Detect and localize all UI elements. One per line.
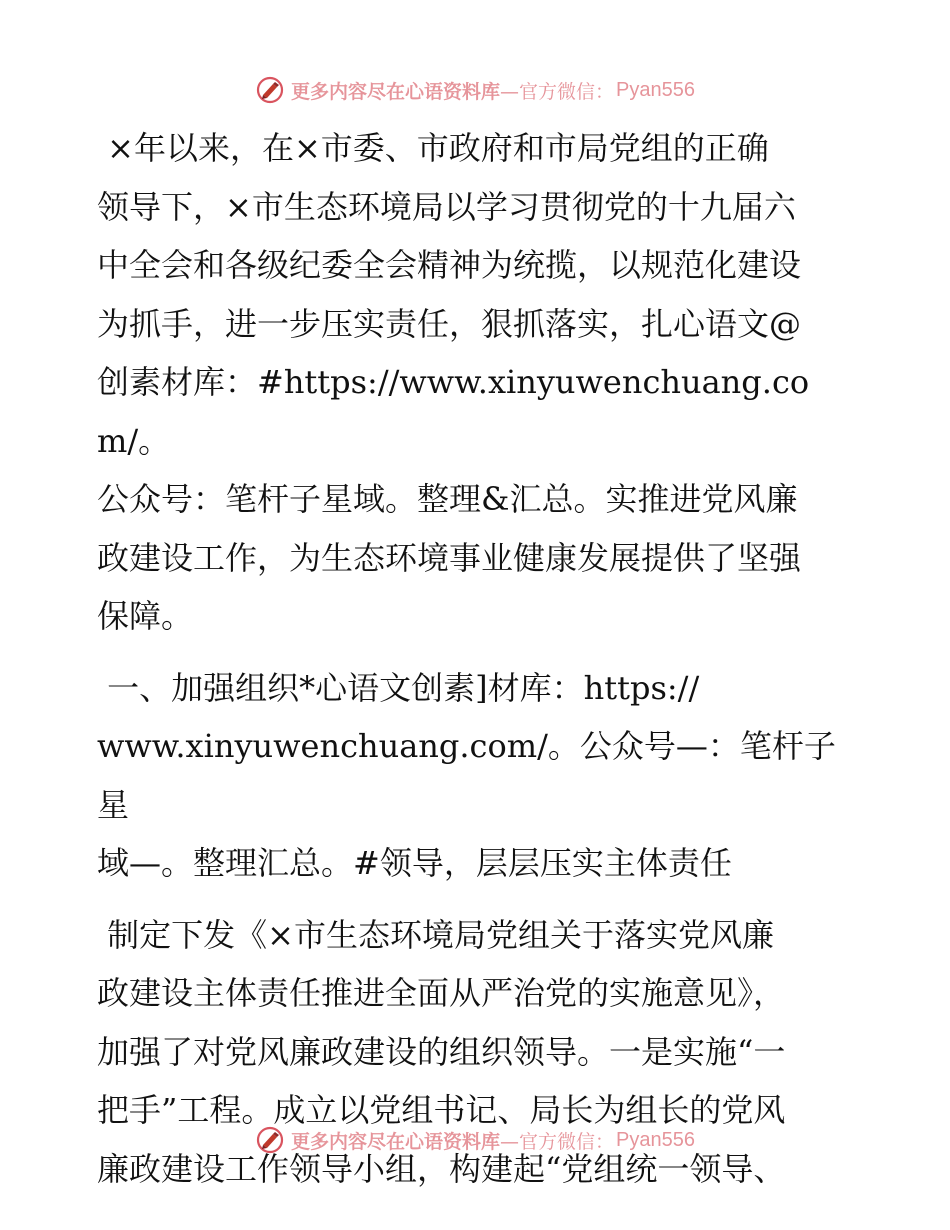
text-line: 为抓手，进一步压实责任，狠抓落实，扎心语文@ (97, 304, 802, 343)
pen-logo-icon (255, 1125, 285, 1155)
text-line: 创素材库：#https://www.xinyuwenchuang.com/。 (97, 363, 810, 460)
text-line: ×年以来，在×市委、市政府和市局党组的正确 (97, 129, 769, 167)
text-line: 廉政建设工作领导小组，构建起“党组统一领导、 (97, 1149, 786, 1188)
text-line: 保障。 (97, 597, 194, 635)
header-wechat-label: —官方微信： (500, 80, 615, 103)
footer-wechat-label: —官方微信： (500, 1130, 615, 1153)
text-line: 领导下，×市生态环境局以学习贯彻党的十九届六 (97, 187, 796, 226)
text-line: 一、加强组织*心语文创素]材库：https:// (97, 668, 700, 707)
footer-site-name: 更多内容尽在心语资料库 (291, 1130, 501, 1153)
section-heading (97, 659, 857, 893)
header-watermark (0, 70, 950, 110)
text-line: 政建设主体责任推进全面从严治党的实施意见》， (97, 974, 786, 1012)
footer-watermark (0, 1120, 950, 1160)
text-line: 公众号：笔杆子星域。整理&汇总。实推进党风廉 (97, 480, 798, 518)
text-line: 中全会和各级纪委全会精神为统揽，以规范化建设 (97, 246, 802, 284)
text-line: 域—。整理汇总。#领导，层层压实主体责任 (97, 844, 732, 882)
footer-wechat-id: Pyan556 (616, 1128, 695, 1151)
text-line: 把手”工程。成立以党组书记、局长为组长的党风 (97, 1091, 786, 1129)
text-line: 加强了对党风廉政建设的组织领导。一是实施“一 (97, 1032, 786, 1071)
text-line: 制定下发《×市生态环境局党组关于落实党风廉 (97, 915, 774, 954)
document-body (97, 119, 857, 1198)
text-line: 政建设工作，为生态环境事业健康发展提供了坚强 (97, 538, 802, 577)
pen-logo-icon (255, 75, 285, 105)
paragraph-intro (97, 119, 857, 646)
header-wechat-id: Pyan556 (616, 78, 695, 101)
header-site-name: 更多内容尽在心语资料库 (291, 80, 501, 103)
text-line: www.xinyuwenchuang.com/。公众号—：笔杆子星 (97, 727, 836, 824)
